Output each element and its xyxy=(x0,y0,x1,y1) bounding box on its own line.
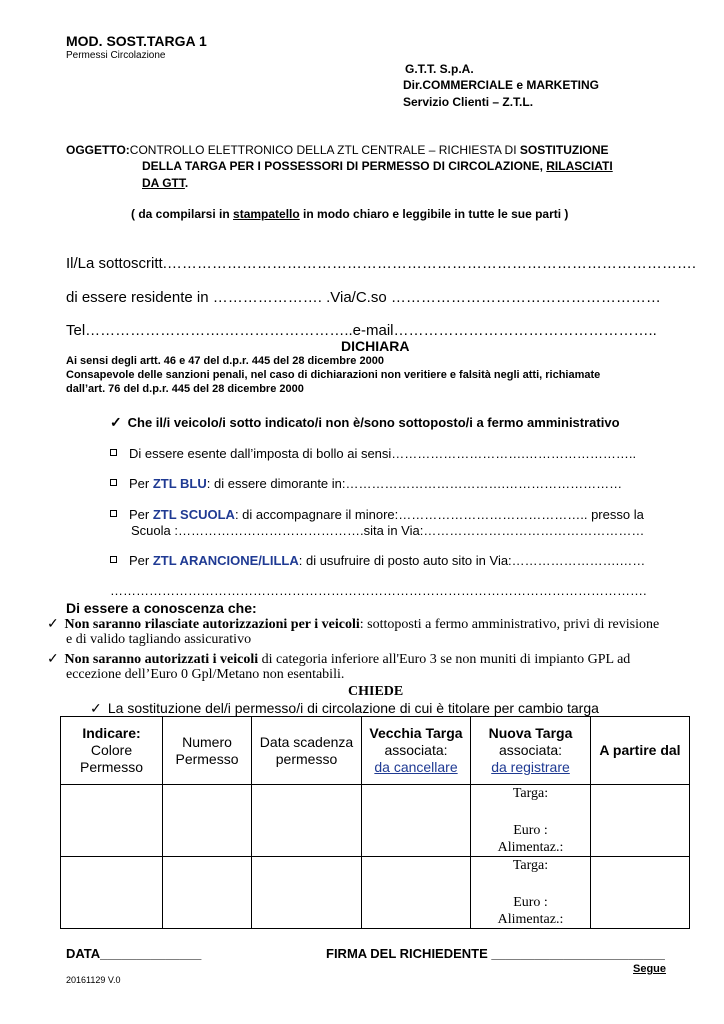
company-name: G.T.T. S.p.A. xyxy=(405,62,474,76)
checkbox-icon[interactable] xyxy=(110,556,117,563)
warning-line-2: dall’art. 76 del d.p.r. 445 del 28 dicembre 2000 xyxy=(66,383,304,395)
declaration-title: DICHIARA xyxy=(341,338,410,354)
option-ztl-scuola[interactable]: Per ZTL SCUOLA: di accompagnare il minore:…………………………………….. presso la xyxy=(110,507,644,522)
table-row xyxy=(61,857,690,929)
check-icon: ✓ xyxy=(90,700,102,716)
awareness-item-2: ✓ Non saranno autorizzati i veicoli di categoria inferiore all'Euro 3 se non muniti di impianto GPL ad xyxy=(47,652,631,667)
cell-input[interactable] xyxy=(61,857,163,929)
subject-line-3: DA GTT. xyxy=(142,176,189,190)
checkbox-icon[interactable] xyxy=(110,449,117,456)
awareness-title: Di essere a conoscenza che: xyxy=(66,600,257,616)
signature-field[interactable]: FIRMA DEL RICHIEDENTE ________________________ xyxy=(326,946,665,961)
cell-input[interactable] xyxy=(61,785,163,857)
cell-input[interactable] xyxy=(362,785,471,857)
awareness-item-2-line-2: eccezione dell’Euro 0 Gpl/Metano non esentabili. xyxy=(66,667,345,682)
option-ztl-blu[interactable]: Per ZTL BLU: di essere dimorante in:……………………………….……………………… xyxy=(110,476,622,491)
warning-line-1: Consapevole delle sanzioni penali, nel caso di dichiarazioni non veritiere e falsità negli atti, richiamate xyxy=(66,369,601,381)
date-field[interactable]: DATA______________ xyxy=(66,946,202,961)
header-expiry-date: Data scadenza permesso xyxy=(252,717,362,785)
cell-new-plate[interactable]: Targa: Euro : Alimentaz.: xyxy=(471,785,591,857)
law-reference: Ai sensi degli artt. 46 e 47 del d.p.r. 445 del 28 dicembre 2000 xyxy=(66,355,384,367)
cell-input[interactable] xyxy=(252,785,362,857)
cell-input[interactable] xyxy=(362,857,471,929)
version-label: 20161129 V.0 xyxy=(66,975,121,985)
continues-label: Segue xyxy=(633,963,667,975)
header-new-plate: Nuova Targa associata: da registrare xyxy=(471,717,591,785)
cell-input[interactable] xyxy=(591,857,690,929)
table-header-row xyxy=(61,717,690,785)
cell-input[interactable] xyxy=(163,785,252,857)
service: Servizio Clienti – Z.T.L. xyxy=(403,95,534,109)
department: Dir.COMMERCIALE e MARKETING xyxy=(403,78,600,92)
checkbox-icon[interactable] xyxy=(110,510,117,517)
form-code: MOD. SOST.TARGA 1 xyxy=(66,33,207,49)
option-ztl-scuola-line-2: Scuola :…………………………………….sita in Via:…………………………………………… xyxy=(131,523,645,538)
option-ztl-arancione[interactable]: Per ZTL ARANCIONE/LILLA: di usufruire di posto auto sito in Via:…………………….…… xyxy=(110,553,645,568)
header-permit-color: Indicare: Colore Permesso xyxy=(61,717,163,785)
check-icon: ✓ xyxy=(110,414,122,430)
plate-change-table xyxy=(60,716,690,929)
subject-line-2: DELLA TARGA PER I POSSESSORI DI PERMESSO DI CIRCOLAZIONE, RILASCIATI xyxy=(142,159,613,173)
cell-input[interactable] xyxy=(252,857,362,929)
cell-new-plate[interactable]: Targa: Euro : Alimentaz.: xyxy=(471,857,591,929)
request-title: CHIEDE xyxy=(348,684,404,699)
vehicle-check-item: ✓ Che il/i veicolo/i sotto indicato/i non è/sono sottoposto/i a fermo amministrativo xyxy=(110,414,620,430)
subject-label: OGGETTO: xyxy=(66,143,130,157)
checkbox-icon[interactable] xyxy=(110,479,117,486)
header-permit-number: Numero Permesso xyxy=(163,717,252,785)
header-start-date: A partire dal xyxy=(591,717,690,785)
cell-input[interactable] xyxy=(163,857,252,929)
table-row xyxy=(61,785,690,857)
option-stamp-exempt[interactable]: Di essere esente dall’imposta di bollo ai sensi………………………….…………………….. xyxy=(110,446,636,461)
awareness-item-1-line-2: e di valido tagliando assicurativo xyxy=(66,632,252,647)
subject-line-1: OGGETTO:CONTROLLO ELETTRONICO DELLA ZTL CENTRALE – RICHIESTA DI SOSTITUZIONE xyxy=(66,143,609,157)
residence-field[interactable]: di essere residente in …………………. .Via/C.so ……………………………………………… xyxy=(66,289,661,306)
fill-instruction: ( da compilarsi in stampatello in modo chiaro e leggibile in tutte le sue parti ) xyxy=(131,207,569,221)
header-old-plate: Vecchia Targa associata: da cancellare xyxy=(362,717,471,785)
form-subtitle: Permessi Circolazione xyxy=(66,50,166,61)
request-item: ✓ La sostituzione del/i permesso/i di circolazione di cui è titolare per cambio targa xyxy=(90,700,599,716)
cell-input[interactable] xyxy=(591,785,690,857)
awareness-item-1: ✓ Non saranno rilasciate autorizzazioni per i veicoli: sottoposti a fermo amministrativo, privi di revisione xyxy=(47,617,660,632)
dotted-line[interactable]: ……………………………………………………………………………………………………………. xyxy=(110,583,647,598)
undersigned-field[interactable]: Il/La sottoscritt.……………………………………………………………………………………………. xyxy=(66,255,697,272)
check-icon: ✓ xyxy=(47,617,59,632)
check-icon: ✓ xyxy=(47,652,59,667)
contact-field[interactable]: Tel……………………….……………………..e-mail…………………………………………….. xyxy=(66,322,657,339)
